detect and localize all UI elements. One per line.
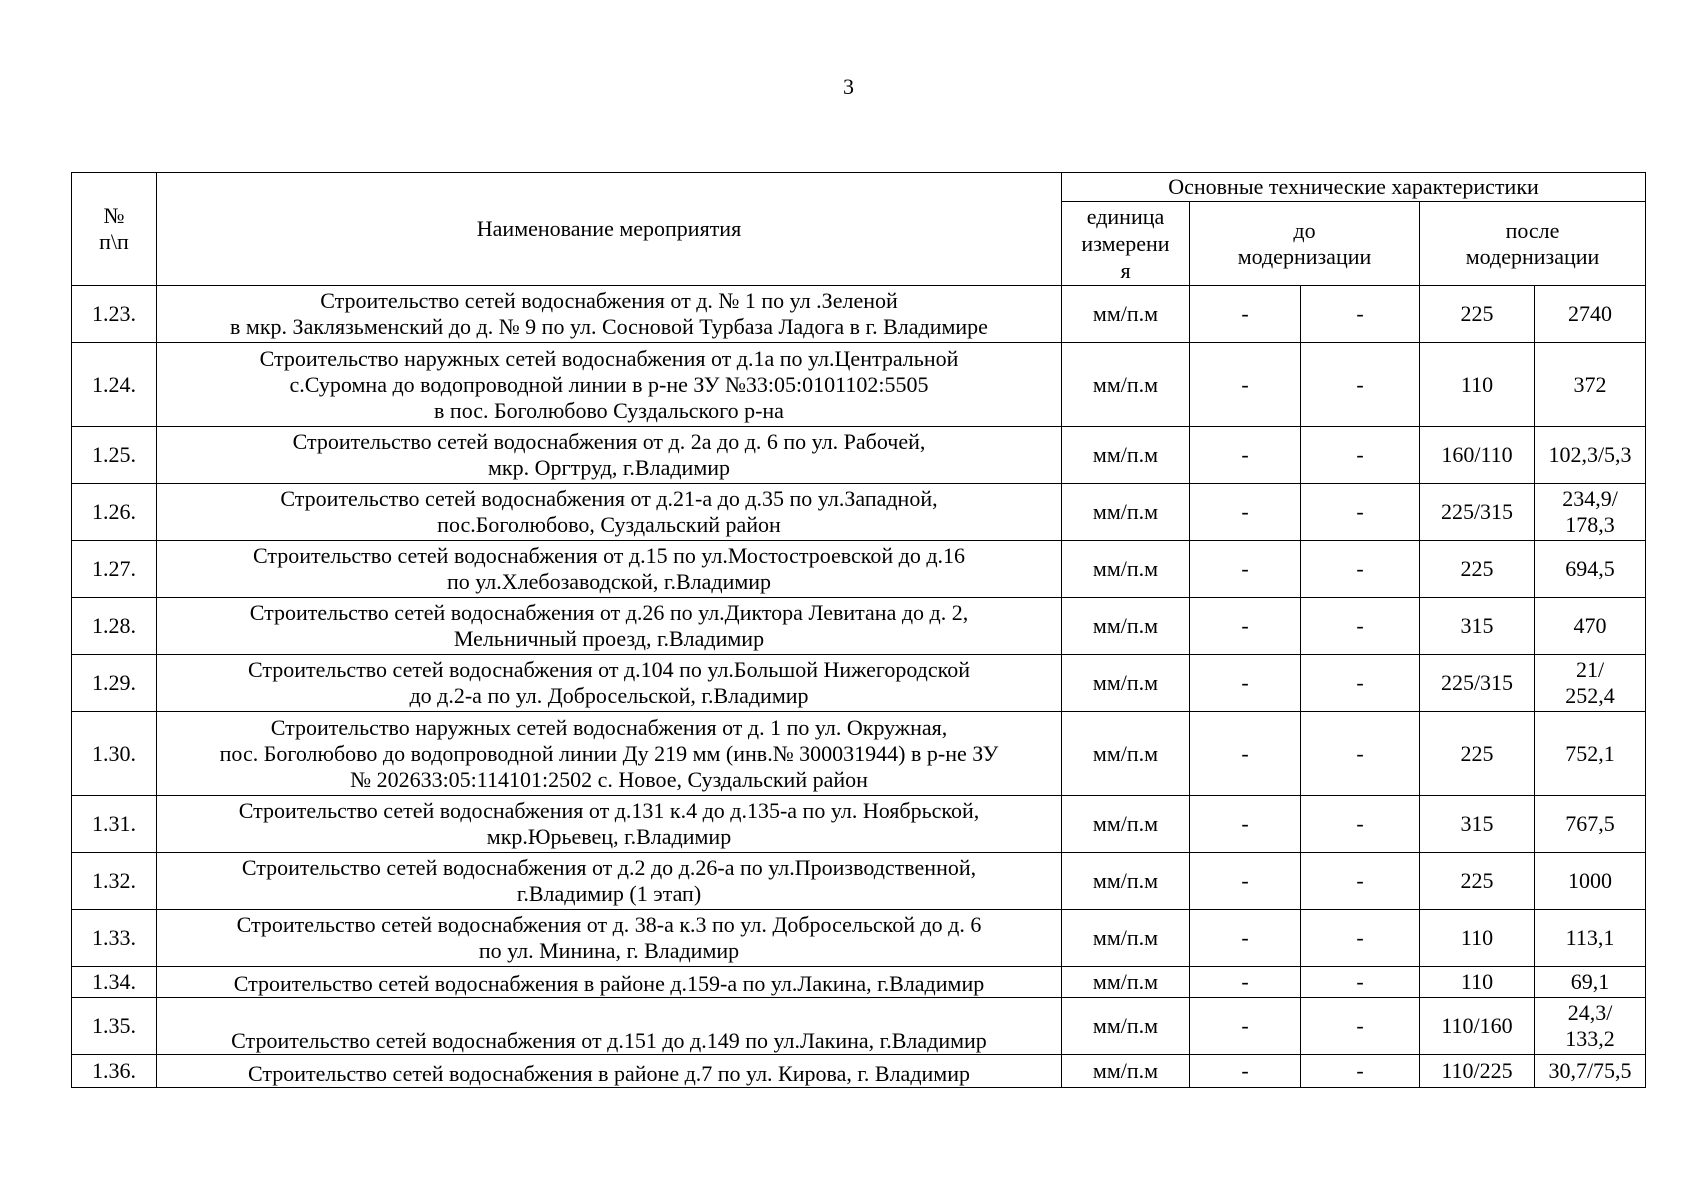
row-unit: мм/п.м xyxy=(1062,655,1190,712)
row-after-1: 110/160 xyxy=(1420,998,1535,1055)
row-after-1: 225 xyxy=(1420,541,1535,598)
row-num: 1.33. xyxy=(72,910,157,967)
row-num: 1.34. xyxy=(72,967,157,998)
row-after-1: 110 xyxy=(1420,967,1535,998)
row-before-1: - xyxy=(1190,910,1301,967)
row-before-1: - xyxy=(1190,1055,1301,1088)
row-num: 1.31. xyxy=(72,796,157,853)
header-num: № п\п xyxy=(72,173,157,286)
row-name: Строительство сетей водоснабжения от д.15 по ул.Мостостроевской до д.16 по ул.Хлебозаводской, г.Владимир xyxy=(157,541,1062,598)
table-row xyxy=(72,484,1646,541)
header-characteristics: Основные технические характеристики xyxy=(1062,173,1646,202)
row-name: Строительство сетей водоснабжения в районе д.159-а по ул.Лакина, г.Владимир xyxy=(157,967,1062,998)
row-after-2: 69,1 xyxy=(1535,967,1646,998)
row-before-1: - xyxy=(1190,796,1301,853)
row-after-2: 24,3/ 133,2 xyxy=(1535,998,1646,1055)
row-after-2: 767,5 xyxy=(1535,796,1646,853)
row-after-2: 113,1 xyxy=(1535,910,1646,967)
row-after-2: 1000 xyxy=(1535,853,1646,910)
row-after-2: 30,7/75,5 xyxy=(1535,1055,1646,1088)
table-row xyxy=(72,910,1646,967)
row-num: 1.23. xyxy=(72,286,157,343)
row-name: Строительство сетей водоснабжения в районе д.7 по ул. Кирова, г. Владимир xyxy=(157,1055,1062,1088)
table-row xyxy=(72,427,1646,484)
row-before-2: - xyxy=(1301,286,1420,343)
row-name: Строительство наружных сетей водоснабжения от д. 1 по ул. Окружная, пос. Боголюбово до водопроводной линии Ду 219 мм (инв.№ 300031944) в р-не ЗУ № 202633:05:114101:2502 с. Новое, Суздальский район xyxy=(157,712,1062,796)
row-unit: мм/п.м xyxy=(1062,998,1190,1055)
row-after-1: 315 xyxy=(1420,598,1535,655)
row-before-2: - xyxy=(1301,910,1420,967)
row-before-2: - xyxy=(1301,796,1420,853)
table-row xyxy=(72,967,1646,998)
row-after-2: 102,3/5,3 xyxy=(1535,427,1646,484)
table-row xyxy=(72,598,1646,655)
row-before-2: - xyxy=(1301,427,1420,484)
row-before-1: - xyxy=(1190,286,1301,343)
row-before-2: - xyxy=(1301,998,1420,1055)
row-name: Строительство сетей водоснабжения от д.21-а до д.35 по ул.Западной, пос.Боголюбово, Суздальский район xyxy=(157,484,1062,541)
row-name: Строительство сетей водоснабжения от д.151 до д.149 по ул.Лакина, г.Владимир xyxy=(157,998,1062,1055)
row-unit: мм/п.м xyxy=(1062,427,1190,484)
row-unit: мм/п.м xyxy=(1062,343,1190,427)
row-after-1: 110 xyxy=(1420,343,1535,427)
row-after-1: 225/315 xyxy=(1420,655,1535,712)
row-before-2: - xyxy=(1301,343,1420,427)
row-before-1: - xyxy=(1190,853,1301,910)
row-num: 1.32. xyxy=(72,853,157,910)
table-row xyxy=(72,655,1646,712)
table-header xyxy=(72,173,1646,286)
table-row xyxy=(72,998,1646,1055)
row-unit: мм/п.м xyxy=(1062,1055,1190,1088)
row-unit: мм/п.м xyxy=(1062,712,1190,796)
row-before-1: - xyxy=(1190,427,1301,484)
row-before-1: - xyxy=(1190,484,1301,541)
row-num: 1.25. xyxy=(72,427,157,484)
row-unit: мм/п.м xyxy=(1062,598,1190,655)
table-row xyxy=(72,712,1646,796)
row-after-1: 225 xyxy=(1420,286,1535,343)
row-num: 1.36. xyxy=(72,1055,157,1088)
row-after-1: 110/225 xyxy=(1420,1055,1535,1088)
row-name: Строительство сетей водоснабжения от д.2 до д.26-а по ул.Производственной, г.Владимир (1 этап) xyxy=(157,853,1062,910)
row-before-1: - xyxy=(1190,967,1301,998)
table-row xyxy=(72,1055,1646,1088)
row-unit: мм/п.м xyxy=(1062,484,1190,541)
row-name: Строительство сетей водоснабжения от д.131 к.4 до д.135-а по ул. Ноябрьской, мкр.Юрьевец, г.Владимир xyxy=(157,796,1062,853)
row-after-2: 234,9/ 178,3 xyxy=(1535,484,1646,541)
row-after-2: 752,1 xyxy=(1535,712,1646,796)
row-num: 1.27. xyxy=(72,541,157,598)
row-name: Строительство сетей водоснабжения от д. 2а до д. 6 по ул. Рабочей, мкр. Оргтруд, г.Владимир xyxy=(157,427,1062,484)
row-after-1: 225 xyxy=(1420,712,1535,796)
row-before-1: - xyxy=(1190,598,1301,655)
row-name: Строительство сетей водоснабжения от д.26 по ул.Диктора Левитана до д. 2, Мельничный проезд, г.Владимир xyxy=(157,598,1062,655)
row-after-2: 470 xyxy=(1535,598,1646,655)
table-row xyxy=(72,286,1646,343)
row-after-1: 160/110 xyxy=(1420,427,1535,484)
row-before-2: - xyxy=(1301,712,1420,796)
row-before-2: - xyxy=(1301,1055,1420,1088)
row-before-1: - xyxy=(1190,343,1301,427)
row-name: Строительство наружных сетей водоснабжения от д.1а по ул.Центральной с.Суромна до водопроводной линии в р-не ЗУ №33:05:0101102:5505 в пос. Боголюбово Суздальского р-на xyxy=(157,343,1062,427)
row-after-1: 110 xyxy=(1420,910,1535,967)
row-num: 1.29. xyxy=(72,655,157,712)
row-before-1: - xyxy=(1190,655,1301,712)
row-unit: мм/п.м xyxy=(1062,910,1190,967)
row-after-2: 694,5 xyxy=(1535,541,1646,598)
row-name: Строительство сетей водоснабжения от д.104 по ул.Большой Нижегородской до д.2-а по ул. Добросельской, г.Владимир xyxy=(157,655,1062,712)
row-before-1: - xyxy=(1190,998,1301,1055)
row-before-1: - xyxy=(1190,541,1301,598)
table-row xyxy=(72,343,1646,427)
row-after-2: 21/ 252,4 xyxy=(1535,655,1646,712)
row-before-2: - xyxy=(1301,655,1420,712)
measures-table xyxy=(71,172,1646,1088)
row-before-2: - xyxy=(1301,598,1420,655)
row-unit: мм/п.м xyxy=(1062,541,1190,598)
row-after-2: 2740 xyxy=(1535,286,1646,343)
row-before-2: - xyxy=(1301,967,1420,998)
header-before: до модернизации xyxy=(1190,202,1420,286)
row-num: 1.24. xyxy=(72,343,157,427)
row-num: 1.30. xyxy=(72,712,157,796)
row-after-1: 315 xyxy=(1420,796,1535,853)
table-row xyxy=(72,853,1646,910)
row-after-1: 225/315 xyxy=(1420,484,1535,541)
row-before-2: - xyxy=(1301,484,1420,541)
row-after-1: 225 xyxy=(1420,853,1535,910)
row-name: Строительство сетей водоснабжения от д. 38-а к.3 по ул. Добросельской до д. 6 по ул. Минина, г. Владимир xyxy=(157,910,1062,967)
row-name: Строительство сетей водоснабжения от д. № 1 по ул .Зеленой в мкр. Заклязьменский до д. № 9 по ул. Сосновой Турбаза Ладога в г. Владимире xyxy=(157,286,1062,343)
page-number: 3 xyxy=(843,74,854,99)
row-num: 1.28. xyxy=(72,598,157,655)
row-unit: мм/п.м xyxy=(1062,967,1190,998)
header-after: после модернизации xyxy=(1420,202,1646,286)
row-num: 1.26. xyxy=(72,484,157,541)
row-unit: мм/п.м xyxy=(1062,796,1190,853)
table-body xyxy=(72,286,1646,1088)
row-before-1: - xyxy=(1190,712,1301,796)
row-after-2: 372 xyxy=(1535,343,1646,427)
row-before-2: - xyxy=(1301,853,1420,910)
row-unit: мм/п.м xyxy=(1062,286,1190,343)
row-num: 1.35. xyxy=(72,998,157,1055)
header-name: Наименование мероприятия xyxy=(157,173,1062,286)
header-unit: единица измерени я xyxy=(1062,202,1190,286)
row-before-2: - xyxy=(1301,541,1420,598)
table-row xyxy=(72,541,1646,598)
table-row xyxy=(72,796,1646,853)
row-unit: мм/п.м xyxy=(1062,853,1190,910)
